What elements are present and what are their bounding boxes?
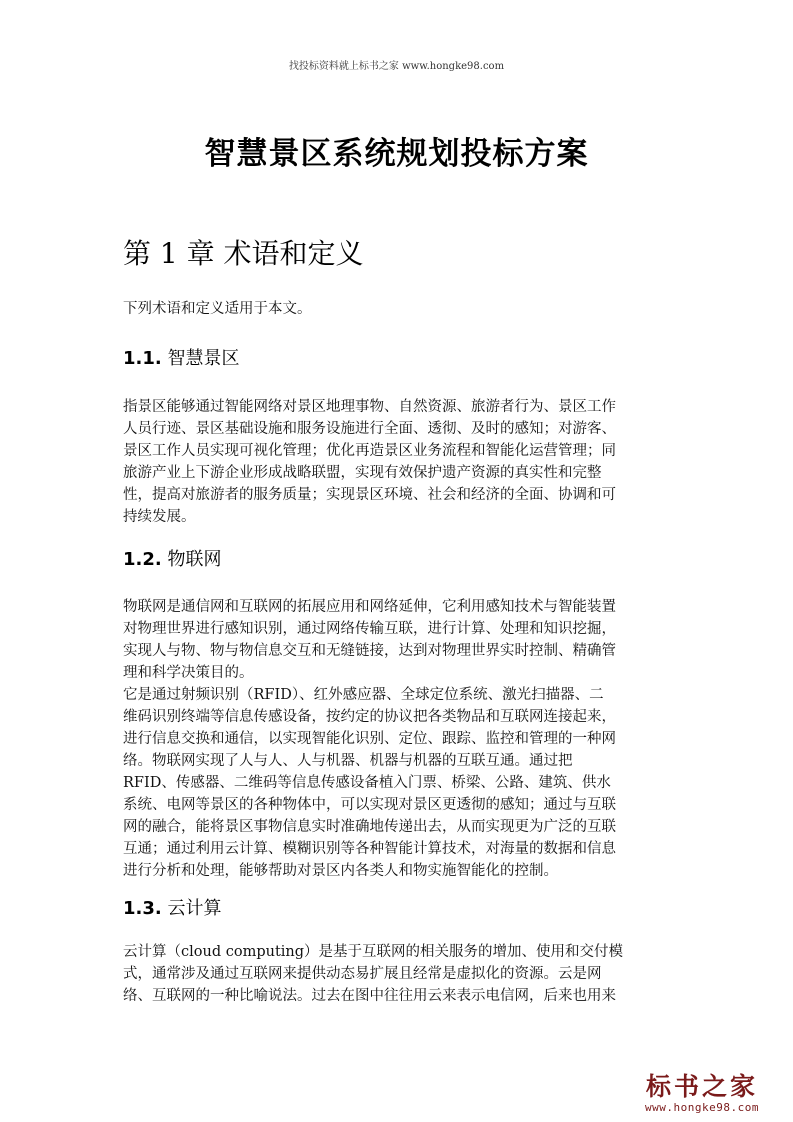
section-number: 1.3. (123, 898, 162, 919)
section-heading-1-1 (123, 344, 239, 370)
para-line: 进行分析和处理，能够帮助对景区内各类人和物实施智能化的控制。 (123, 863, 558, 879)
para-line: 式，通常涉及通过互联网来提供动态易扩展且经常是虚拟化的资源。云是网 (123, 966, 602, 982)
logo-wordmark: 标书之家 (645, 1072, 758, 1101)
para-line: 进行信息交换和通信，以实现智能化识别、定位、跟踪、监控和管理的一种网 (123, 731, 616, 747)
section-heading-1-2 (123, 545, 221, 571)
para-line: 旅游产业上下游企业形成战略联盟，实现有效保护遗产资源的真实性和完整 (123, 465, 602, 481)
para-line: 云计算（cloud computing）是基于互联网的相关服务的增加、使用和交付模 (123, 944, 624, 960)
section-body-1-2 (123, 596, 673, 882)
para-line: 理和科学决策目的。 (123, 665, 254, 681)
para-line: 络。物联网实现了人与人、人与机器、机器与机器的互联互通。通过把 (123, 753, 573, 769)
para-line: 物联网是通信网和互联网的拓展应用和网络延伸，它利用感知技术与智能装置 (123, 599, 616, 615)
chapter-heading: 第 1 章 术语和定义 (123, 237, 364, 270)
page-header: 找投标资料就上标书之家 www.hongke98.com (288, 61, 505, 72)
section-title: 云计算 (167, 898, 222, 919)
para-line: 网的融合，能将景区事物信息实时准确地传递出去，从而实现更为广泛的互联 (123, 819, 616, 835)
section-heading-1-3 (123, 894, 221, 920)
section-number: 1.1. (123, 348, 162, 369)
document-title: 智慧景区系统规划投标方案 (204, 136, 589, 172)
section-body-1-3 (123, 941, 673, 1007)
para-line: 持续发展。 (123, 509, 196, 525)
para-line: RFID、传感器、二维码等信息传感设备植入门票、桥梁、公路、建筑、供水 (123, 775, 611, 791)
section-title: 智慧景区 (167, 348, 240, 369)
para-line: 指景区能够通过智能网络对景区地理事物、自然资源、旅游者行为、景区工作 (123, 399, 616, 415)
para-line: 景区工作人员实现可视化管理；优化再造景区业务流程和智能化运营管理；同 (123, 443, 616, 459)
intro-text: 下列术语和定义适用于本文。 (123, 301, 312, 317)
para-line: 实现人与物、物与物信息交互和无缝链接，达到对物理世界实时控制、精确管 (123, 643, 616, 659)
para-line: 人员行迹、景区基础设施和服务设施进行全面、透彻、及时的感知；对游客、 (123, 421, 616, 437)
para-line: 对物理世界进行感知识别，通过网络传输互联，进行计算、处理和知识挖掘， (123, 621, 616, 637)
para-line: 系统、电网等景区的各种物体中，可以实现对景区更透彻的感知；通过与互联 (123, 797, 616, 813)
para-line: 性，提高对旅游者的服务质量；实现景区环境、社会和经济的全面、协调和可 (123, 487, 616, 503)
section-number: 1.2. (123, 549, 162, 570)
para-line: 互通；通过利用云计算、模糊识别等各种智能计算技术，对海量的数据和信息 (123, 841, 616, 857)
para-line: 它是通过射频识别（RFID）、红外感应器、全球定位系统、激光扫描器、二 (123, 687, 604, 703)
site-logo (627, 1067, 777, 1114)
para-line: 维码识别终端等信息传感设备，按约定的协议把各类物品和互联网连接起来， (123, 709, 616, 725)
section-title: 物联网 (167, 549, 222, 570)
para-line: 络、互联网的一种比喻说法。过去在图中往往用云来表示电信网，后来也用来 (123, 988, 616, 1004)
section-body-1-1 (123, 396, 673, 528)
logo-url: www.hongke98.com (645, 1101, 759, 1114)
